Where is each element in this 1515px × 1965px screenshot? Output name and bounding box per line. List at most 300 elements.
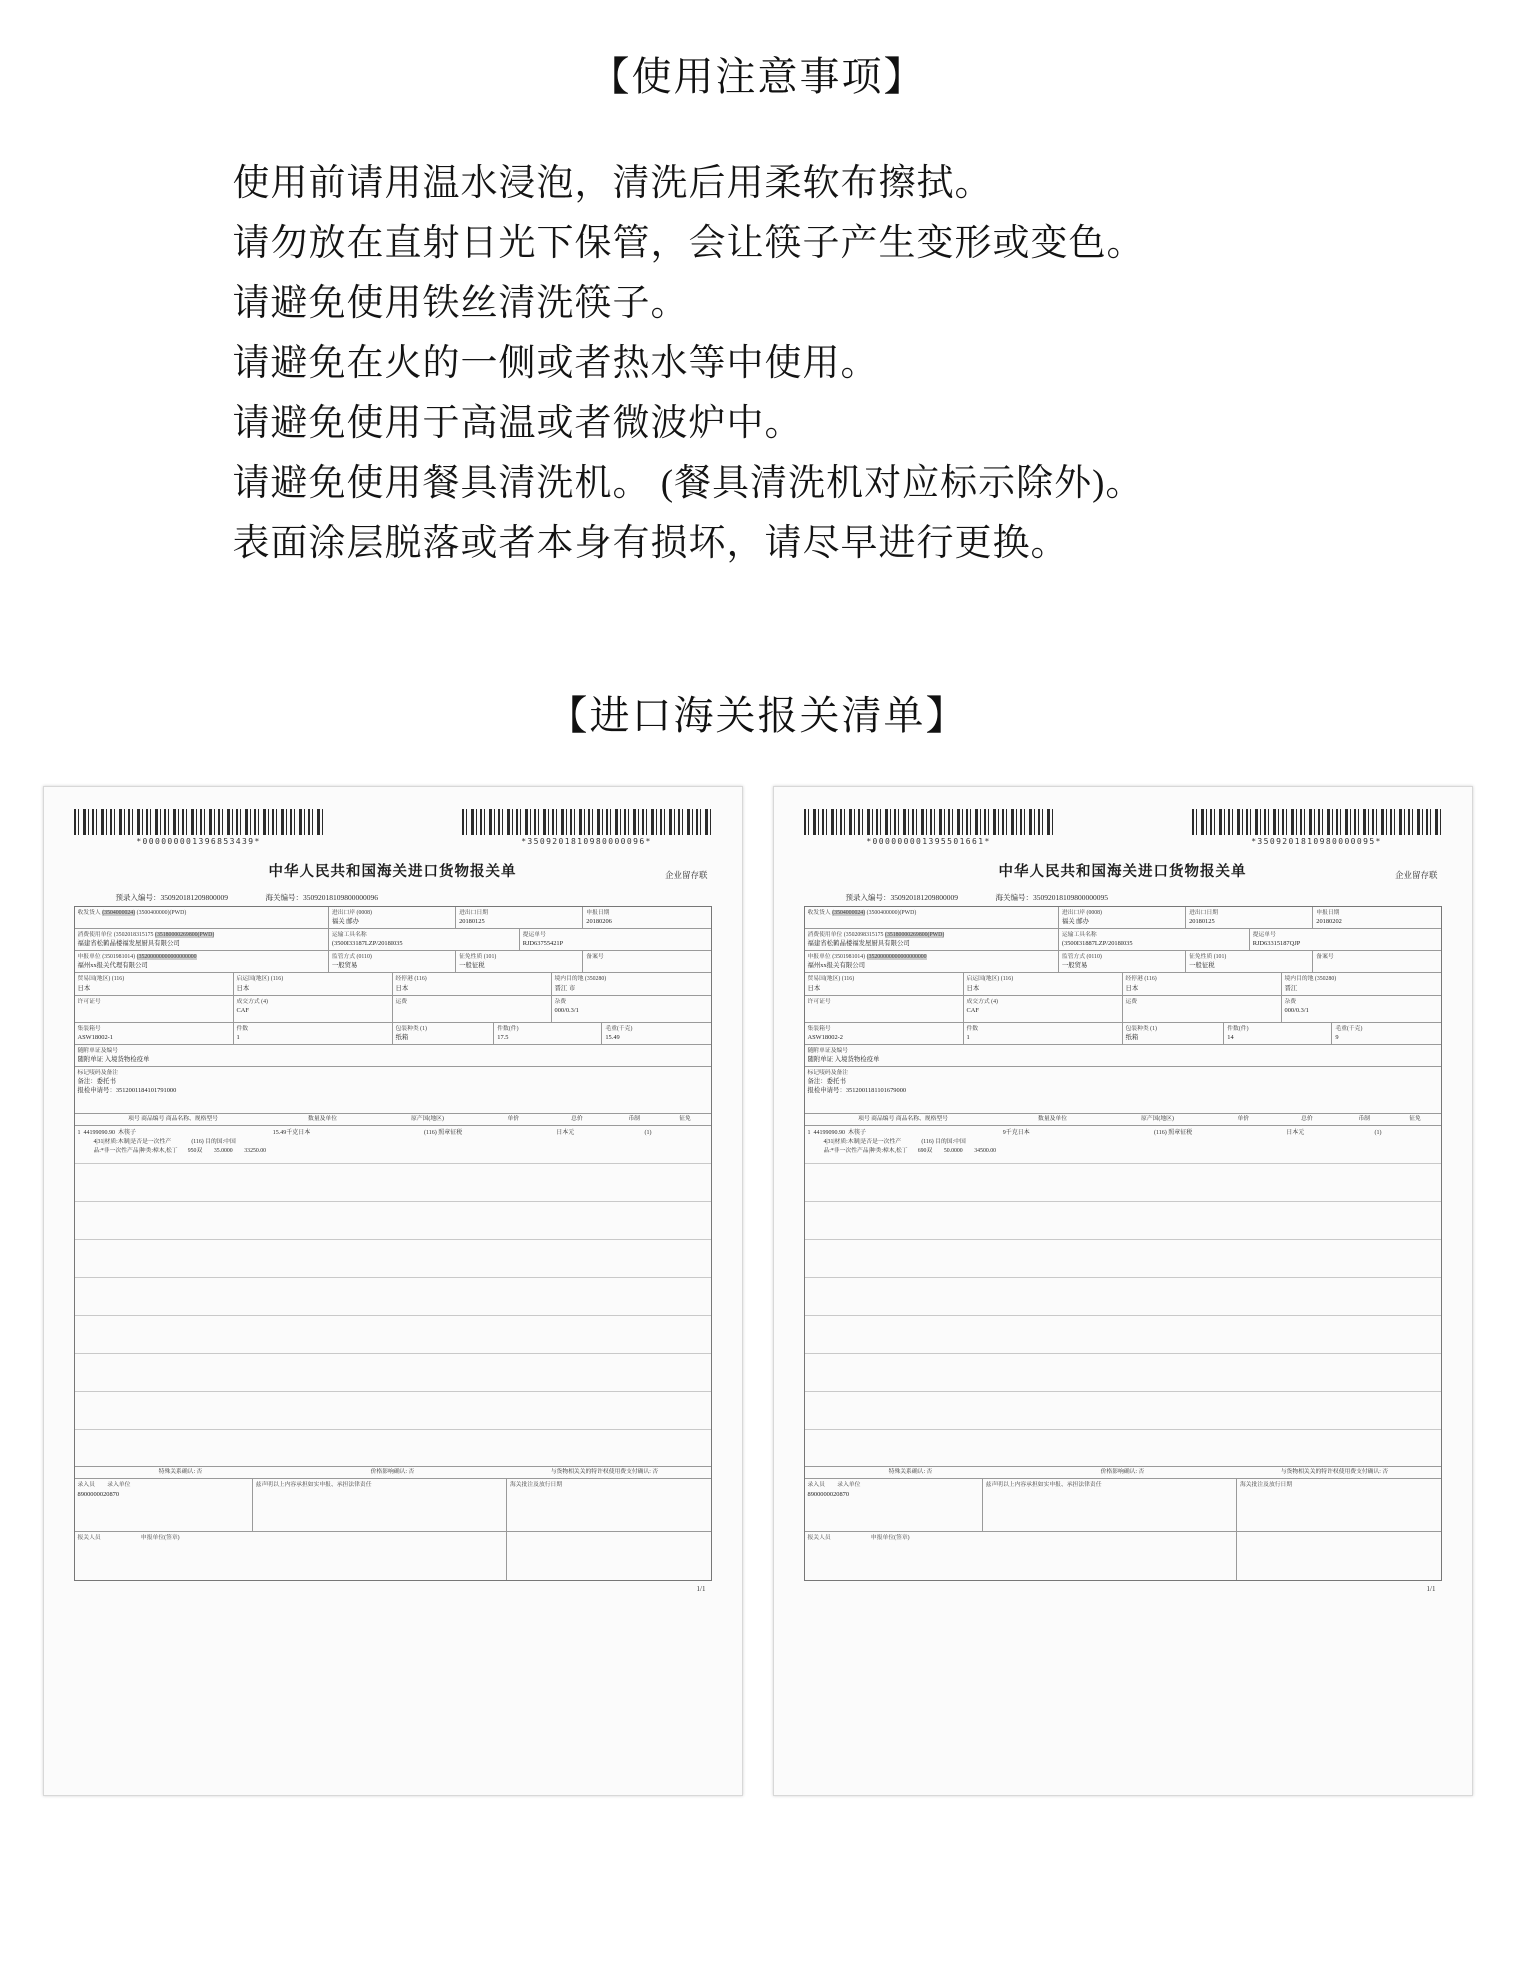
page-title-usage-notes: 【使用注意事项】 [589,54,926,99]
item-goods [808,1129,1003,1138]
field-contract [75,996,234,1022]
copy-label: 企业留存联 [1394,869,1438,880]
declaration-grid [804,906,1442,1582]
field-declare-date [583,907,710,928]
grid-row [805,907,1441,929]
declaration-grid [74,906,712,1582]
net-label: 毛重(千克) [605,1025,633,1032]
extra-value: 000/0.3/1 [1284,1006,1309,1014]
field-terms [964,996,1123,1022]
footnote-special-relation: 特殊关系确认: 否 [158,1469,203,1476]
item-name: 木筷子 [848,1130,867,1137]
exempt-label: 征免性质 (101) [1189,954,1227,961]
entry-code: 8900000020870 [77,1490,120,1498]
entry-no-label: 预录入编号： [115,892,161,902]
field-declare-date [1313,907,1440,928]
consignee-code: (3504000024) [102,909,136,916]
grid-row [805,1067,1441,1114]
field-declarant [75,1532,507,1580]
col-header-total: 总价 [571,1115,583,1122]
trade-country-value: 日本 [77,984,91,992]
item-currency: 日本元 [1286,1130,1305,1137]
item-table-header [805,1114,1441,1126]
usage-note-line: 请避免使用于高温或者微波炉中。 [232,402,803,444]
trade-country-label: 贸易国(地区) (116) [807,976,855,983]
field-container [805,1023,964,1044]
declare-unit-label: 申报单位(签章) [140,1535,180,1542]
item-table-header [75,1114,711,1126]
grid-row [75,1067,711,1114]
agent-label: 申报单位 [807,954,831,961]
grid-row [75,907,711,929]
col-header-total: 总价 [1301,1115,1313,1122]
field-pack-type [1123,1023,1225,1044]
item-total-price: 33250.00 [244,1147,267,1154]
col-header-exempt: 征免 [679,1115,691,1122]
item-detail-2: 品:*非一次性产品|种类:樟木,松丁 [823,1147,908,1154]
grid-row [805,1023,1441,1045]
field-packages [964,1023,1123,1044]
dest-port-label: 经停港 (116) [1125,976,1157,983]
item-name: 木筷子 [118,1130,137,1137]
customs-no-label: 海关编号： [995,892,1033,902]
agent-name: 福州xx报关代理有限公司 [77,962,148,970]
field-origin-country [964,973,1123,994]
marks-line2: 报检申请号：3512001184101791000 [77,1087,177,1095]
entry-unit-label: 录入单位 [837,1482,861,1489]
barcode-icon [1192,809,1442,835]
entry-number-row [804,892,1442,903]
grid-row [805,1045,1441,1067]
item-unit-price: 50.0000 [943,1147,963,1154]
grid-row [75,929,711,951]
field-export-date [1186,907,1313,928]
pack-label: 件数 [966,1025,979,1032]
footnote-price-influence: 价格影响确认: 否 [370,1469,415,1476]
item-detail-3: (116) 目的国:中国 [191,1138,236,1145]
container-label: 集装箱号 [77,1025,101,1032]
dest-port-label: 经停港 (116) [395,976,427,983]
consumer-code: (3502018315175 [113,931,154,938]
field-bill [1250,929,1441,950]
field-attach [805,1045,1441,1066]
agent-code: (3501981014) [102,954,136,961]
col-header-origin: 原产国(地区) [411,1115,444,1122]
field-marks [805,1067,1441,1113]
declaration-statement: 兹声明以上内容承担如实申报、承担法律责任 [985,1482,1102,1489]
field-exempt [456,951,583,972]
agent-name: 福州xx报关有限公司 [807,962,866,970]
supervise-value: 一般贸易 [1061,962,1088,970]
exempt-value: 一般征税 [1189,962,1215,970]
declaration-statement: 兹声明以上内容承担如实申报、承担法律责任 [255,1482,372,1489]
entry-port-label: 境内目的地 (350280) [554,976,607,983]
table-row [78,1129,708,1138]
field-net [602,1023,710,1044]
pack-type-value: 纸箱 [395,1033,409,1041]
pack-value: 1 [966,1033,970,1041]
transport-label: 运输工具名称 [331,931,367,938]
signature-row-2 [805,1531,1441,1580]
grid-row [805,973,1441,995]
customs-approval-label: 海关批注及放行日期 [509,1482,563,1489]
entry-unit-label: 录入单位 [107,1482,131,1489]
grid-row [805,996,1441,1023]
field-trade-country [805,973,964,994]
footnote-special-relation: 特殊关系确认: 否 [888,1469,933,1476]
field-customs-approval [1237,1479,1441,1531]
item-exempt: (1) [644,1130,652,1137]
port-label: 进出口岸 (0008) [1061,909,1102,916]
bill-value: RJD63755421P [522,940,564,948]
grid-row [75,951,711,973]
item-quantity: 690双 [917,1147,933,1154]
declare-date-label: 申报日期 [1316,909,1340,916]
marks-line1: 备注：委托书 [807,1078,846,1086]
field-freight [393,996,552,1022]
footnote-royalty: 与货物相关关的特许权使用费支付确认: 否 [1280,1469,1389,1476]
field-marks [75,1067,711,1113]
entry-clerk-label: 录入员 [807,1482,825,1489]
consignee-name-code: (3500400000)(PWD) [866,909,917,916]
item-detail-row [78,1147,708,1156]
field-gross [494,1023,602,1044]
entry-no-value: 350920181209800009 [890,892,958,902]
port-value: 福关 邮办 [331,917,360,925]
field-license [1313,951,1440,972]
item-table-body [805,1126,1441,1466]
field-attach [75,1045,711,1066]
item-exempt: (1) [1374,1130,1382,1137]
customs-no-value: 35092018109800000096 [303,892,378,902]
col-header-currency: 币制 [1358,1115,1370,1122]
declare-date-label: 申报日期 [586,909,610,916]
field-agent [75,951,329,972]
entry-clerk-label: 录入员 [77,1482,95,1489]
entry-number-row [74,892,712,903]
origin-country-label: 启运国(地区) (116) [966,976,1014,983]
entry-code: 8900000020870 [807,1490,850,1498]
gross-label: 件数(件) [1227,1025,1249,1032]
page-number: 1/1 [696,1585,706,1594]
transport-label: 运输工具名称 [1061,931,1097,938]
supervise-label: 监管方式 (0110) [1061,954,1102,961]
exempt-value: 一般征税 [459,962,485,970]
license-label: 备案号 [586,954,604,961]
declare-date-value: 20180202 [1316,917,1342,925]
field-extra [1282,996,1441,1022]
export-date-label: 进出口日期 [1189,909,1219,916]
field-port [329,907,456,928]
consumer-code: (3502098315175 [843,931,884,938]
trade-country-value: 日本 [807,984,821,992]
barcode-right [1192,809,1442,846]
agent-code: (3501981014) [832,954,866,961]
field-customs-stamp [1237,1532,1441,1580]
barcode-right-text: *3509201810980000096* [521,836,652,846]
field-entry-port [1282,973,1441,994]
item-qty-unit: 15.49千克日本 [272,1130,311,1137]
bill-label: 提运单号 [1252,931,1276,938]
signature-row-2 [75,1531,711,1580]
item-seq: 1 [807,1130,811,1137]
field-entry-port [552,973,711,994]
usage-note-line: 使用前请用温水浸泡，清洗后用柔软布擦拭。 [232,163,993,204]
barcode-row [804,809,1442,846]
item-detail-row [808,1138,1438,1147]
field-supervise [329,951,456,972]
field-license [583,951,710,972]
extra-label: 杂费 [554,998,567,1005]
terms-value: CAF [966,1006,979,1014]
item-detail-2: 品:*非一次性产品|种类:樟木,松丁 [93,1147,178,1154]
terms-value: CAF [236,1006,249,1014]
field-declaration-statement [253,1479,507,1531]
export-date-value: 20180125 [459,917,485,925]
container-value: ASW18002-1 [77,1033,114,1041]
net-label: 毛重(千克) [1335,1025,1363,1032]
col-header-currency: 币制 [628,1115,640,1122]
consumer-label: 消费使用单位 [807,931,843,938]
item-total-price: 34500.00 [974,1147,997,1154]
footnote-row [805,1466,1441,1479]
consumer-name: 福建省松鹤晶楼福发屋厨具有限公司 [77,940,180,948]
grid-row [805,951,1441,973]
item-detail-row [808,1147,1438,1156]
barcode-icon [462,809,712,835]
port-label: 进出口岸 (0008) [331,909,372,916]
barcode-left [804,809,1054,846]
item-seq: 1 [77,1130,81,1137]
item-goods [78,1129,273,1138]
field-pack-type [393,1023,495,1044]
attach-label: 随附单证及编号 [807,1047,849,1054]
field-entry-clerk [805,1479,983,1531]
col-header-exempt: 征免 [1409,1115,1421,1122]
exempt-label: 征免性质 (101) [459,954,497,961]
attach-value: 随附单证 入境货物检疫单 [807,1055,880,1063]
usage-note-line: 请避免在火的一侧或者热水等中使用。 [232,342,879,384]
page-title-customs-declaration: 【进口海关报关清单】 [547,692,968,738]
field-consumer [805,929,1059,950]
page-number: 1/1 [1426,1585,1436,1594]
entry-port-value: 晋江 市 [554,984,576,992]
transport-value: (3500I31887LZP/2018I035 [1061,940,1133,948]
customs-approval-label: 海关批注及放行日期 [1239,1482,1293,1489]
product-info-page [0,45,1515,1965]
field-entry-clerk [75,1479,253,1531]
attach-value: 随附单证 入境货物检疫单 [77,1055,150,1063]
usage-notes-list [178,154,1338,574]
field-container [75,1023,234,1044]
footnote-price-influence: 价格影响确认: 否 [1100,1469,1145,1476]
field-origin-country [234,973,393,994]
barcode-icon [74,809,324,835]
dest-port-value: 日本 [395,984,409,992]
field-consumer [75,929,329,950]
item-hs-code: 44199090.90 [813,1130,845,1137]
barcode-left [74,809,324,846]
consignee-label: 收发货人 [807,909,831,916]
field-consignee [75,907,329,928]
footnote-row [75,1466,711,1479]
bill-label: 提运单号 [522,931,546,938]
item-origin: (116) 照章征税 [423,1130,463,1137]
field-port [1059,907,1186,928]
signature-row [75,1479,711,1531]
field-agent [805,951,1059,972]
consignee-name-code: (3500400000)(PWD) [136,909,187,916]
col-header-origin: 原产国(地区) [1141,1115,1174,1122]
pack-type-value: 纸箱 [1125,1033,1139,1041]
terms-label: 成交方式 (4) [236,998,268,1005]
attach-label: 随附单证及编号 [77,1047,119,1054]
field-packages [234,1023,393,1044]
field-consignee [805,907,1059,928]
extra-label: 杂费 [1284,998,1297,1005]
footnote-royalty: 与货物相关关的特许权使用费支付确认: 否 [550,1469,659,1476]
grid-row [75,996,711,1023]
field-transport [1059,929,1250,950]
transport-value: (3500I33187LZP/2018I035 [331,940,403,948]
declarant-label: 报关人员 [77,1535,101,1542]
item-currency: 日本元 [556,1130,575,1137]
field-transport [329,929,520,950]
entry-port-value: 晋江 [1284,984,1298,992]
dest-port-value: 日本 [1125,984,1139,992]
barcode-row [74,809,712,846]
bill-value: RJD63315187QJP [1252,940,1301,948]
form-title: 中华人民共和国海关进口货物报关单 [998,863,1247,880]
field-exempt [1186,951,1313,972]
terms-label: 成交方式 (4) [966,998,998,1005]
pack-type-label: 包装种类 (1) [395,1025,427,1032]
item-detail-3: (116) 目的国:中国 [921,1138,966,1145]
entry-no-value: 350920181209800009 [160,892,228,902]
marks-label: 标记唛码及备注 [77,1069,119,1076]
copy-label: 企业留存联 [664,869,708,880]
marks-label: 标记唛码及备注 [807,1069,849,1076]
contract-label: 许可证号 [77,998,101,1005]
consignee-code: (3504000024) [832,909,866,916]
agent-code2: (35200000000000000000 [136,954,197,961]
customs-no-value: 35092018109800000095 [1033,892,1108,902]
pack-value: 1 [236,1033,240,1041]
table-row [808,1129,1438,1138]
field-declarant [805,1532,1237,1580]
item-detail-row [78,1138,708,1147]
field-contract [805,996,964,1022]
field-dest-port [1123,973,1282,994]
col-header-qty: 数量及单位 [1038,1115,1068,1122]
usage-note-line: 请避免使用铁丝清洗筷子。 [232,282,689,324]
entry-no-label: 预录入编号： [845,892,891,902]
item-table-body [75,1126,711,1466]
field-dest-port [393,973,552,994]
freight-label: 运费 [395,998,408,1005]
contract-label: 许可证号 [807,998,831,1005]
gross-value: 14 [1227,1033,1234,1041]
field-extra [552,996,711,1022]
agent-label: 申报单位 [77,954,101,961]
col-header-price: 单价 [507,1115,520,1122]
agent-code2: (35200000000000000000 [866,954,927,961]
customs-declaration-form [773,786,1473,1796]
field-gross [1224,1023,1332,1044]
item-hs-code: 44199090.90 [83,1130,115,1137]
col-header-goods: 项号 商品编号 商品名称、规格型号 [858,1115,948,1122]
grid-row [75,1023,711,1045]
net-value: 9 [1335,1033,1339,1041]
consumer-label: 消费使用单位 [77,931,113,938]
net-value: 15.49 [605,1033,620,1041]
field-net [1332,1023,1440,1044]
customs-declaration-form [43,786,743,1796]
col-header-goods: 项号 商品编号 商品名称、规格型号 [128,1115,218,1122]
col-header-qty: 数量及单位 [308,1115,338,1122]
supervise-label: 监管方式 (0110) [331,954,372,961]
field-export-date [456,907,583,928]
extra-value: 000/0.3/1 [554,1006,579,1014]
field-declaration-statement [983,1479,1237,1531]
usage-note-line: 请勿放在直射日光下保管，会让筷子产生变形或变色。 [232,222,1145,264]
marks-line1: 备注：委托书 [77,1078,116,1086]
license-label: 备案号 [1316,954,1334,961]
gross-value: 17.5 [497,1033,509,1041]
field-trade-country [75,973,234,994]
col-header-price: 单价 [1237,1115,1250,1122]
signature-row [805,1479,1441,1531]
grid-row [75,973,711,995]
field-customs-approval [507,1479,711,1531]
form-title: 中华人民共和国海关进口货物报关单 [268,863,517,880]
consignee-label: 收发货人 [77,909,101,916]
consumer-code2: (35180000269800(PWD) [155,931,215,938]
marks-line2: 报检申请号：3512001181101679000 [807,1087,907,1095]
declare-date-value: 20180206 [586,917,612,925]
declarant-label: 报关人员 [807,1535,831,1542]
barcode-right-text: *3509201810980000095* [1251,836,1382,846]
export-date-value: 20180125 [1189,917,1215,925]
field-customs-stamp [507,1532,711,1580]
usage-note-line: 请避免使用餐具清洗机。 (餐具清洗机对应标示除外)。 [232,462,1144,504]
entry-port-label: 境内目的地 (350280) [1284,976,1337,983]
origin-country-label: 启运国(地区) (116) [236,976,284,983]
usage-note-line: 表面涂层脱落或者本身有损坏，请尽早进行更换。 [232,522,1069,564]
declare-unit-label: 申报单位(签章) [870,1535,910,1542]
consumer-code2: (35180000269800(PWD) [885,931,945,938]
gross-label: 件数(件) [497,1025,519,1032]
item-detail-1: 4|31|材质:木制|是否是一次性产 [823,1138,902,1145]
origin-country-value: 日本 [966,984,980,992]
trade-country-label: 贸易国(地区) (116) [77,976,125,983]
barcode-left-text: *000000001396853439* [136,836,261,846]
barcode-icon [804,809,1054,835]
item-detail-1: 4|31|材质:木制|是否是一次性产 [93,1138,172,1145]
grid-row [805,929,1441,951]
pack-type-label: 包装种类 (1) [1125,1025,1157,1032]
origin-country-value: 日本 [236,984,250,992]
barcode-left-text: *000000001395501661* [866,836,991,846]
item-qty-unit: 9千克日本 [1002,1130,1030,1137]
pack-label: 件数 [236,1025,249,1032]
item-quantity: 950双 [187,1147,203,1154]
export-date-label: 进出口日期 [459,909,489,916]
item-unit-price: 35.0000 [213,1147,233,1154]
field-terms [234,996,393,1022]
barcode-right [462,809,712,846]
field-supervise [1059,951,1186,972]
